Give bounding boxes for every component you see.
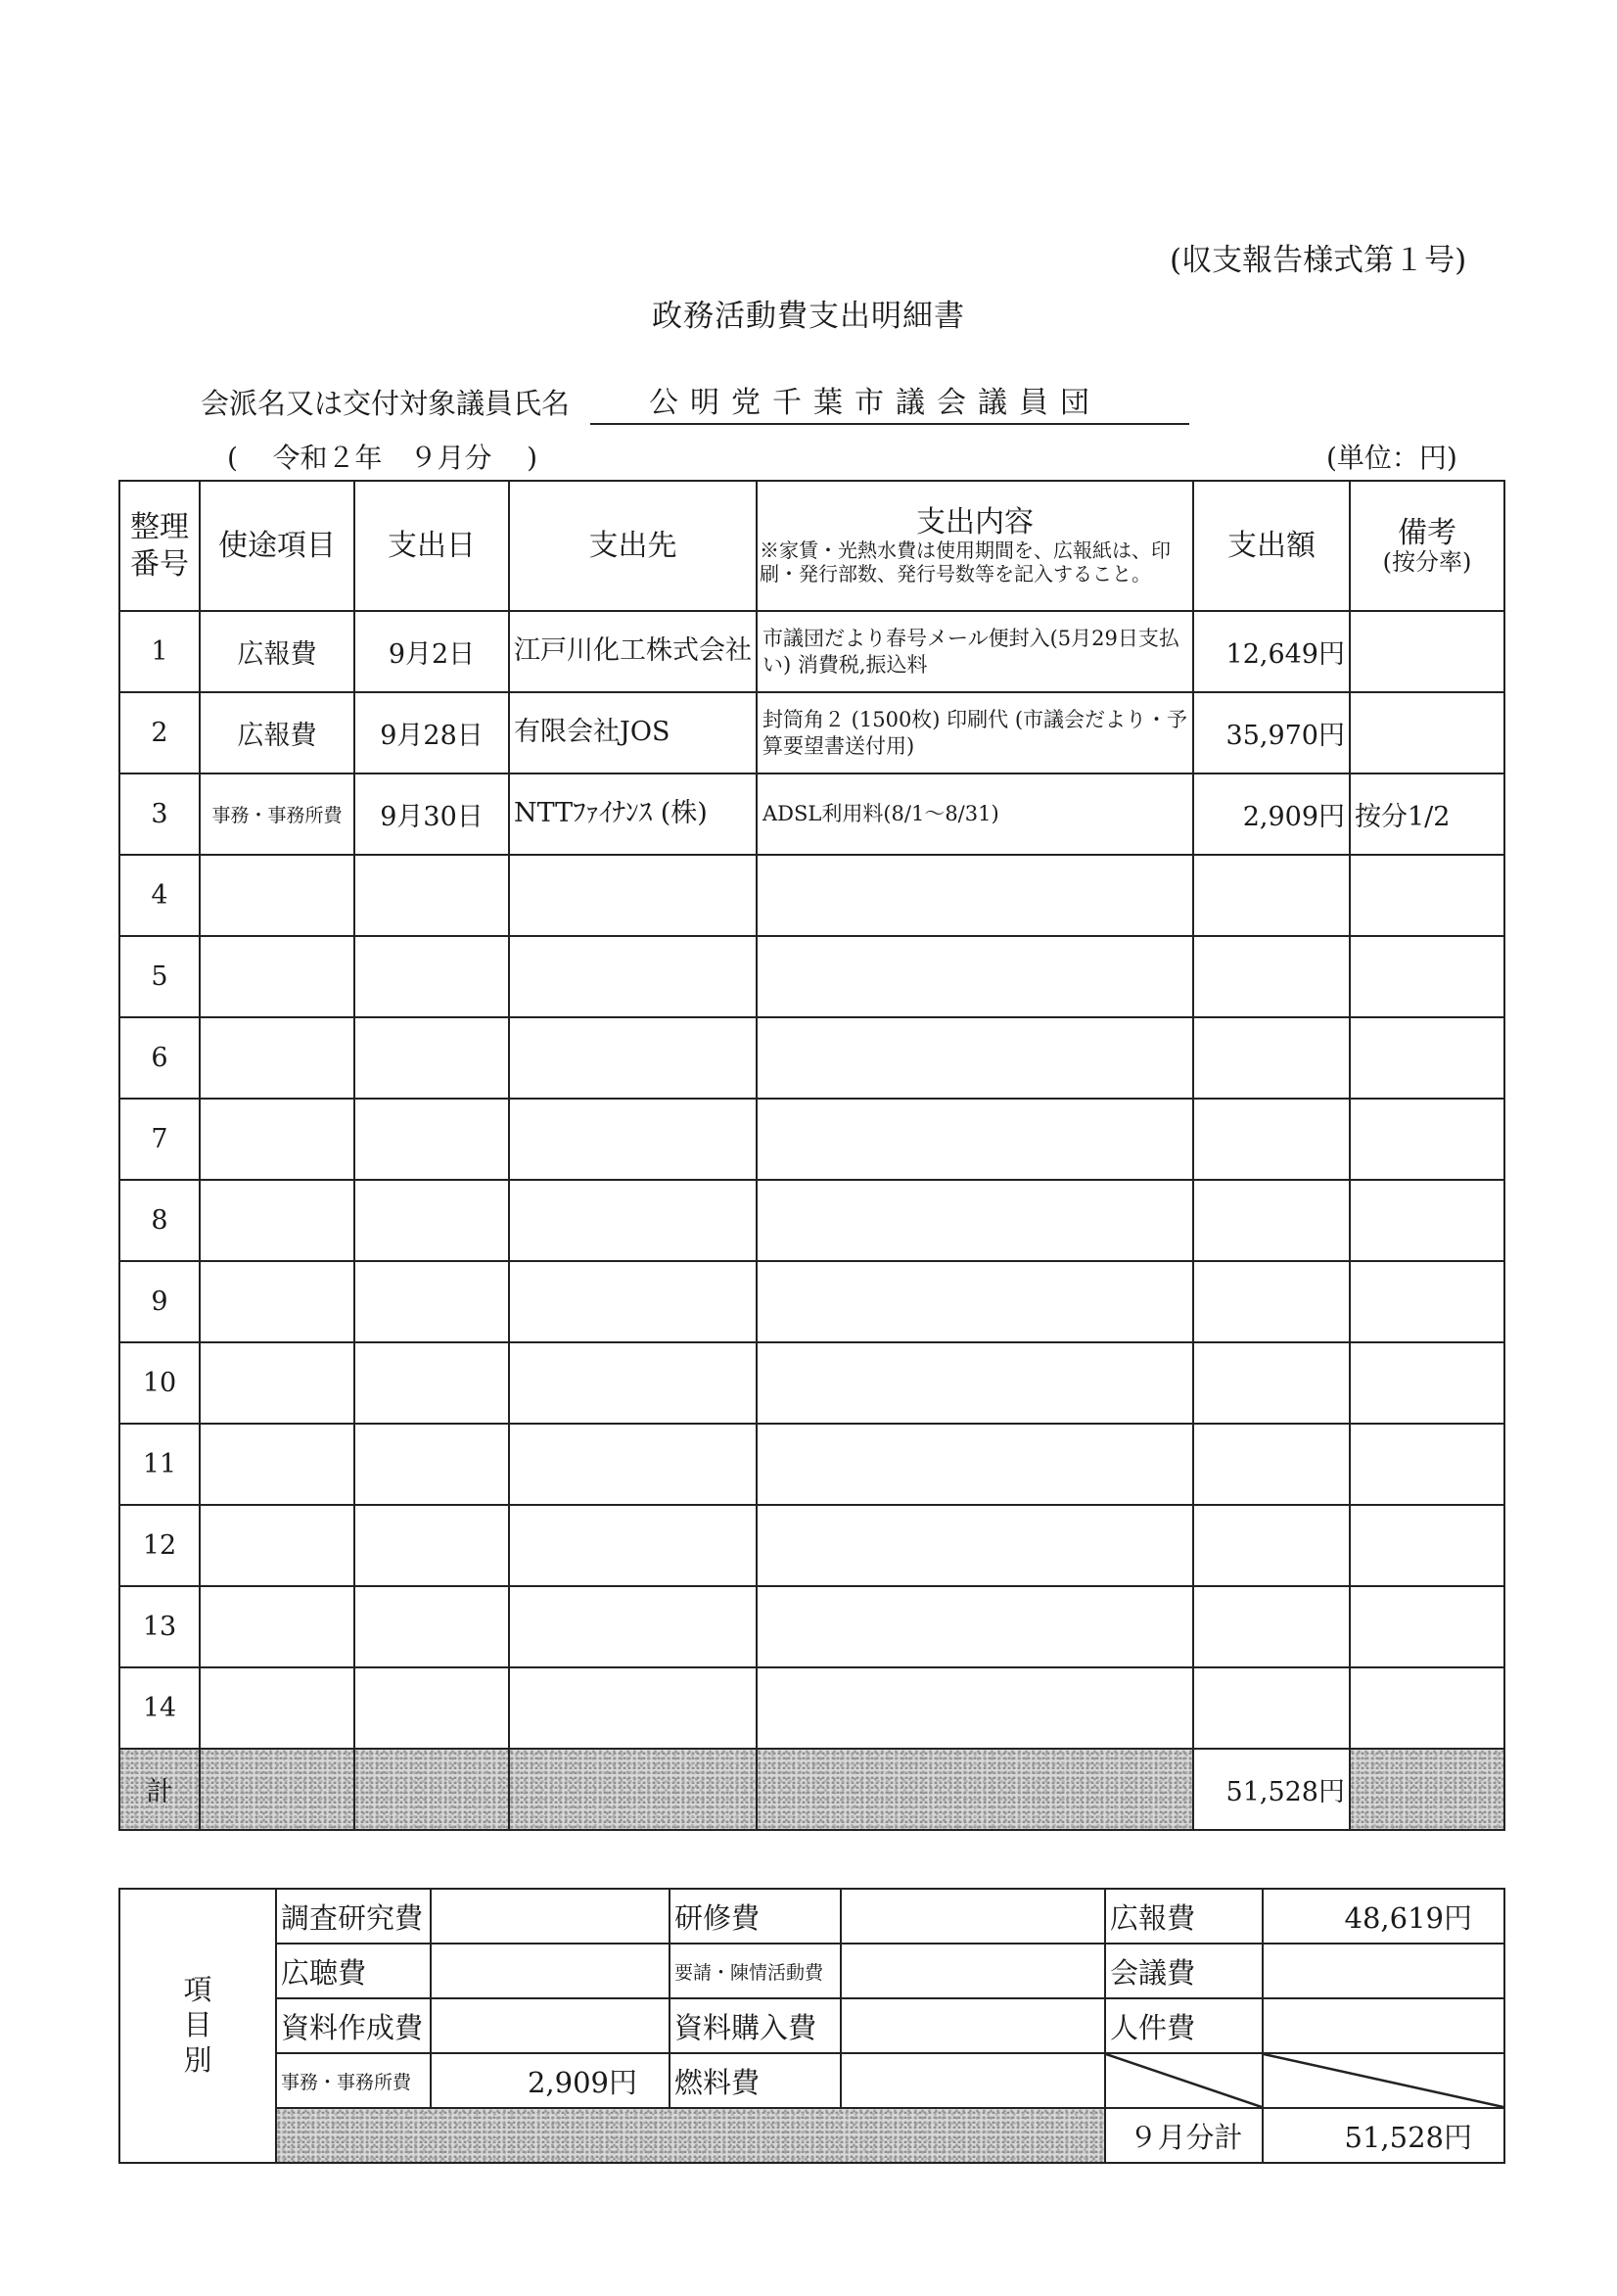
row-category — [200, 1180, 354, 1261]
row-category — [200, 1586, 354, 1667]
training-value — [841, 1889, 1105, 1944]
total-blank — [757, 1749, 1193, 1830]
table-row — [119, 1017, 1504, 1099]
purchase-value — [841, 1998, 1105, 2053]
row-category — [200, 1505, 354, 1586]
row-payee: 有限会社JOS — [509, 692, 757, 773]
row-date: 9月28日 — [354, 692, 509, 773]
total-blank — [200, 1749, 354, 1830]
personnel-value — [1263, 1998, 1504, 2053]
meeting-label: 会議費 — [1105, 1944, 1263, 1998]
row-category: 広報費 — [200, 692, 354, 773]
row-category — [200, 1017, 354, 1099]
summary-row-5 — [119, 2108, 1504, 2163]
by-item-label — [119, 1889, 276, 2163]
row-remarks — [1350, 611, 1504, 692]
row-amount: 12,649円 — [1193, 611, 1350, 692]
row-date: 9月2日 — [354, 611, 509, 692]
row-payee: 江戸川化工株式会社 — [509, 611, 757, 692]
pr-label: 広報費 — [1105, 1889, 1263, 1944]
row-amount — [1193, 855, 1350, 936]
row-number: 3 — [119, 773, 200, 855]
table-row — [119, 1586, 1504, 1667]
period-text: 令和２年 ９月分 — [272, 442, 492, 474]
header-no-line2: 番号 — [130, 546, 189, 582]
header-content-note: ※家賃・光熱水費は使用期間を、広報紙は、印刷・発行部数、発行号数等を記入すること。 — [760, 539, 1171, 586]
row-content — [757, 936, 1193, 1017]
total-blank — [509, 1749, 757, 1830]
row-payee — [509, 1261, 757, 1342]
row-number: 11 — [119, 1424, 200, 1505]
row-content — [757, 1180, 1193, 1261]
row-content: 封筒角２ (1500枚) 印刷代 (市議会だより・予算要望書送付用) — [757, 692, 1193, 773]
header-remarks — [1350, 481, 1504, 611]
row-date — [354, 1342, 509, 1424]
row-amount — [1193, 1180, 1350, 1261]
row-payee — [509, 936, 757, 1017]
row-amount: 35,970円 — [1193, 692, 1350, 773]
row-category — [200, 855, 354, 936]
expense-detail-table — [118, 480, 1505, 1831]
by-item-char-3: 別 — [183, 2043, 212, 2078]
table-row — [119, 611, 1504, 692]
row-category — [200, 1261, 354, 1342]
row-amount — [1193, 1424, 1350, 1505]
row-content: ADSL利用料(8/1～8/31) — [757, 773, 1193, 855]
table-row — [119, 773, 1504, 855]
row-date: 9月30日 — [354, 773, 509, 855]
row-number: 13 — [119, 1586, 200, 1667]
row-number: 9 — [119, 1261, 200, 1342]
row-remarks — [1350, 1586, 1504, 1667]
row-amount — [1193, 1342, 1350, 1424]
table-row — [119, 1180, 1504, 1261]
row-remarks — [1350, 1505, 1504, 1586]
table-row — [119, 1667, 1504, 1749]
fuel-value — [841, 2053, 1105, 2108]
row-payee — [509, 1505, 757, 1586]
materials-label: 資料作成費 — [276, 1998, 431, 2053]
header-no — [119, 481, 200, 611]
table-row — [119, 855, 1504, 936]
row-content — [757, 855, 1193, 936]
row-date — [354, 1667, 509, 1749]
row-category: 広報費 — [200, 611, 354, 692]
row-remarks — [1350, 1099, 1504, 1180]
row-date — [354, 1099, 509, 1180]
row-content — [757, 1342, 1193, 1424]
summary-row-2 — [119, 1944, 1504, 1998]
row-number: 4 — [119, 855, 200, 936]
row-payee — [509, 1180, 757, 1261]
row-remarks — [1350, 1342, 1504, 1424]
header-payee: 支出先 — [509, 481, 757, 611]
petition-value — [841, 1944, 1105, 1998]
row-payee — [509, 1017, 757, 1099]
row-number: 14 — [119, 1667, 200, 1749]
table-row — [119, 1342, 1504, 1424]
period-close: ) — [527, 442, 538, 474]
row-content — [757, 1586, 1193, 1667]
row-payee — [509, 1424, 757, 1505]
pr-value: 48,619円 — [1263, 1889, 1504, 1944]
row-number: 12 — [119, 1505, 200, 1586]
row-remarks — [1350, 1017, 1504, 1099]
total-blank — [1350, 1749, 1504, 1830]
row-category — [200, 936, 354, 1017]
row-payee — [509, 1342, 757, 1424]
total-label: 計 — [119, 1749, 200, 1830]
row-content — [757, 1017, 1193, 1099]
row-amount — [1193, 936, 1350, 1017]
header-remarks-title: 備考 — [1398, 515, 1456, 550]
header-no-line1: 整理 — [130, 510, 189, 544]
row-number: 5 — [119, 936, 200, 1017]
office-label: 事務・事務所費 — [276, 2053, 431, 2108]
row-number: 10 — [119, 1342, 200, 1424]
diagonal-blank — [1263, 2053, 1504, 2108]
header-content-title: 支出内容 — [916, 505, 1034, 539]
total-row — [119, 1749, 1504, 1830]
category-summary-table — [118, 1888, 1505, 2164]
row-date — [354, 1017, 509, 1099]
table-row — [119, 692, 1504, 773]
month-total-value: 51,528円 — [1263, 2108, 1504, 2163]
row-remarks — [1350, 692, 1504, 773]
office-value: 2,909円 — [431, 2053, 670, 2108]
report-period — [227, 437, 537, 476]
row-amount — [1193, 1099, 1350, 1180]
table-header-row — [119, 481, 1504, 611]
row-content — [757, 1261, 1193, 1342]
row-remarks — [1350, 1424, 1504, 1505]
unit-label: (単位：円) — [1326, 442, 1457, 474]
row-category: 事務・事務所費 — [200, 773, 354, 855]
row-payee — [509, 1667, 757, 1749]
row-payee — [509, 1586, 757, 1667]
row-content — [757, 1424, 1193, 1505]
row-number: 8 — [119, 1180, 200, 1261]
row-amount — [1193, 1667, 1350, 1749]
header-content — [757, 481, 1193, 611]
period-open: ( — [227, 442, 238, 474]
row-content — [757, 1505, 1193, 1586]
row-number: 1 — [119, 611, 200, 692]
row-date — [354, 1505, 509, 1586]
diagonal-blank — [1105, 2053, 1263, 2108]
row-category — [200, 1342, 354, 1424]
fuel-label: 燃料費 — [670, 2053, 841, 2108]
research-value — [431, 1889, 670, 1944]
row-payee: NTTﾌｧｲﾅﾝｽ (株) — [509, 773, 757, 855]
table-row — [119, 1505, 1504, 1586]
row-date — [354, 1261, 509, 1342]
row-amount: 2,909円 — [1193, 773, 1350, 855]
by-item-char-1: 項 — [183, 1972, 212, 2006]
party-name-label: 会派名又は交付対象議員氏名 — [201, 387, 571, 420]
row-amount — [1193, 1017, 1350, 1099]
research-label: 調査研究費 — [276, 1889, 431, 1944]
row-remarks: 按分1/2 — [1350, 773, 1504, 855]
personnel-label: 人件費 — [1105, 1998, 1263, 2053]
total-amount: 51,528円 — [1193, 1749, 1350, 1830]
row-remarks — [1350, 1180, 1504, 1261]
row-amount — [1193, 1586, 1350, 1667]
table-row — [119, 1424, 1504, 1505]
materials-value — [431, 1998, 670, 2053]
by-item-char-2: 目 — [183, 2008, 212, 2042]
row-payee — [509, 1099, 757, 1180]
table-row — [119, 936, 1504, 1017]
row-number: 7 — [119, 1099, 200, 1180]
row-content — [757, 1667, 1193, 1749]
row-category — [200, 1099, 354, 1180]
row-content — [757, 1099, 1193, 1180]
table-row — [119, 1099, 1504, 1180]
row-date — [354, 936, 509, 1017]
page-title: 政務活動費支出明細書 — [652, 299, 965, 334]
row-remarks — [1350, 1667, 1504, 1749]
purchase-label: 資料購入費 — [670, 1998, 841, 2053]
summary-row-1 — [119, 1889, 1504, 1944]
header-amount: 支出額 — [1193, 481, 1350, 611]
total-blank — [354, 1749, 509, 1830]
month-total-label: ９月分計 — [1105, 2108, 1263, 2163]
row-number: 2 — [119, 692, 200, 773]
row-remarks — [1350, 855, 1504, 936]
petition-label: 要請・陳情活動費 — [670, 1944, 841, 1998]
summary-row-4 — [119, 2053, 1504, 2108]
header-remarks-sub: (按分率) — [1382, 547, 1472, 576]
row-category — [200, 1667, 354, 1749]
row-date — [354, 1586, 509, 1667]
row-date — [354, 1424, 509, 1505]
row-number: 6 — [119, 1017, 200, 1099]
row-category — [200, 1424, 354, 1505]
row-payee — [509, 855, 757, 936]
training-label: 研修費 — [670, 1889, 841, 1944]
party-name-value: 公明党千葉市議会議員団 — [590, 378, 1189, 425]
row-amount — [1193, 1261, 1350, 1342]
row-date — [354, 1180, 509, 1261]
meeting-value — [1263, 1944, 1504, 1998]
row-remarks — [1350, 1261, 1504, 1342]
row-content: 市議団だより春号メール便封入(5月29日支払い) 消費税,振込料 — [757, 611, 1193, 692]
row-amount — [1193, 1505, 1350, 1586]
hearing-value — [431, 1944, 670, 1998]
table-row — [119, 1261, 1504, 1342]
form-number: (収支報告様式第１号) — [1170, 243, 1467, 278]
row-remarks — [1350, 936, 1504, 1017]
header-date: 支出日 — [354, 481, 509, 611]
row-date — [354, 855, 509, 936]
hearing-label: 広聴費 — [276, 1944, 431, 1998]
summary-row-3 — [119, 1998, 1504, 2053]
header-category: 使途項目 — [200, 481, 354, 611]
shaded-blank — [276, 2108, 1105, 2163]
